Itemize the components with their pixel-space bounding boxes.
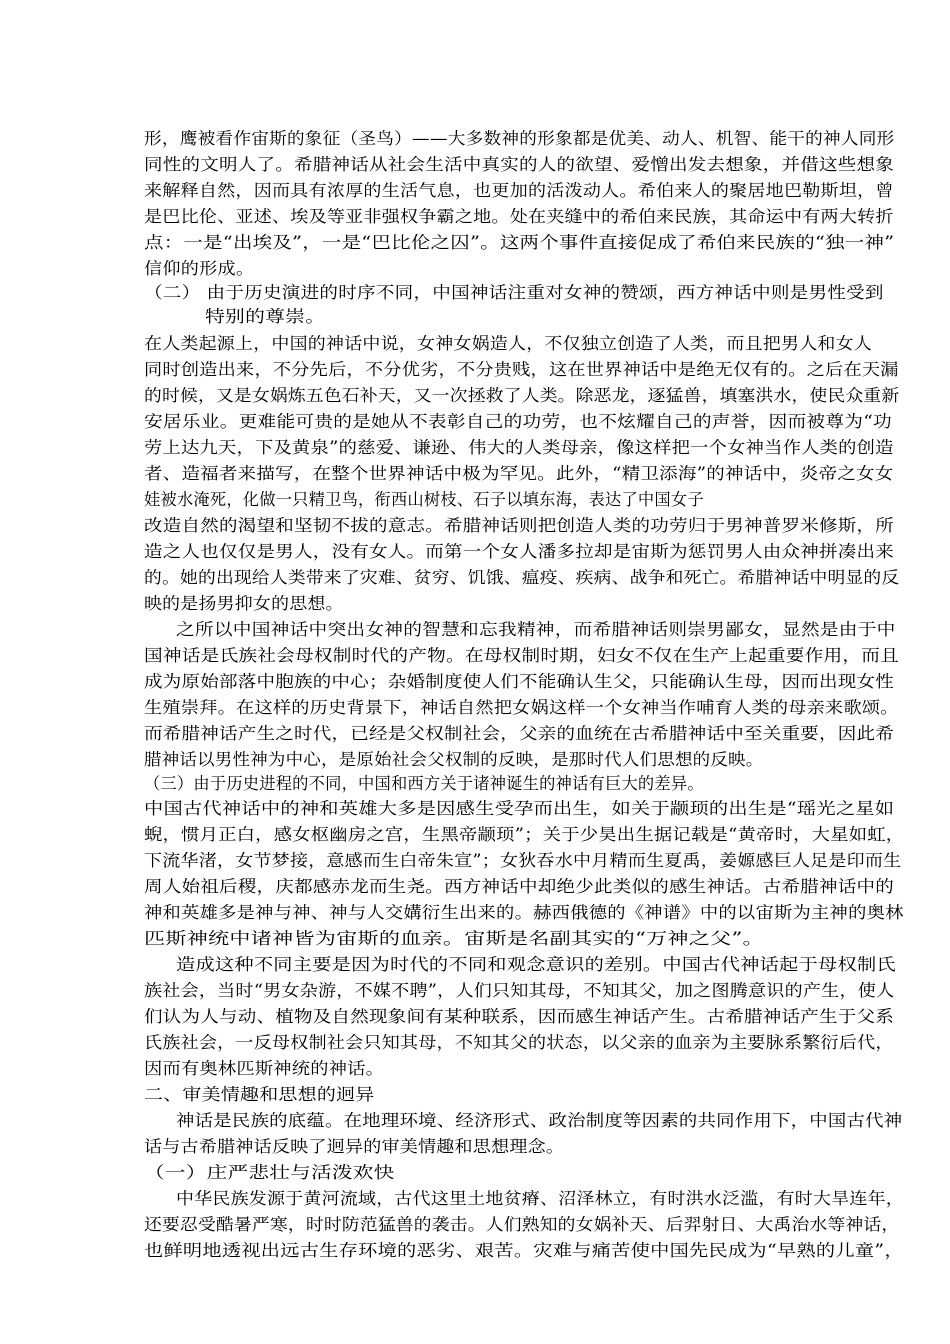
text-line: 的时候，又是女娲炼五色石补天，又一次拯救了人类。除恶龙，逐猛兽，填塞洪水，使民众重新 — [144, 386, 900, 405]
text-line: 同时创造出来，不分先后，不分优劣，不分贵贱，这在世界神话中是绝无仅有的。之后在天漏 — [144, 360, 899, 379]
text-line: 劳上达九天，下及黄泉”的慈爱、谦逊、伟大的人类母亲，像这样把一个女神当作人类的创造 — [144, 438, 894, 457]
text-line: （三）由于历史进程的不同，中国和西方关于诸神诞生的神话有巨大的差异。 — [144, 774, 704, 793]
text-line: 中国古代神话中的神和英雄大多是因感生受孕而出生，如关于颛顼的出生是“瑶光之星如 — [144, 799, 895, 818]
text-line: 造之人也仅仅是男人，没有女人。而第一个女人潘多拉却是宙斯为惩罚男人由众神拼凑出来 — [144, 542, 895, 561]
text-line: 在人类起源上，中国的神话中说，女神女娲造人，不仅独立创造了人类，而且把男人和女人 — [144, 334, 872, 353]
text-line: 特别的尊崇。 — [205, 307, 326, 326]
text-line: 下流华渚，女节梦接，意感而生白帝朱宣”；女狄吞水中月精而生夏禹，姜嫄感巨人足是印而生 — [144, 851, 902, 870]
text-line: 蜺，惯月正白，感女枢幽房之宫，生黑帝颛顼”；关于少昊出生据记载是“黄帝时，大星如虹， — [144, 825, 905, 844]
text-line: （二） 由于历史演进的时序不同，中国神话注重对女神的赞颂，西方神话中则是男性受到 — [144, 283, 884, 302]
text-line: 也鲜明地透视出远古生存环境的恶劣、艰苦。灾难与痛苦使中国先民成为“早熟的儿童”， — [144, 1241, 904, 1260]
text-line: 们认为人与动、植物及自然现象间有某种联系，因而感生神话产生。古希腊神话产生于父系 — [144, 1007, 895, 1026]
text-line: 国神话是氏族社会母权制时代的产物。在母权制时期，妇女不仅在生产上起重要作用，而且 — [144, 646, 899, 665]
text-line: 成为原始部落中胞族的中心；杂婚制度使人们不能确认生父，只能确认生母，因而出现女性 — [144, 672, 895, 691]
text-line: 腊神话以男性神为中心，是原始社会父权制的反映，是那时代人们思想的反映。 — [144, 750, 764, 769]
text-line: 话与古希腊神话反映了迥异的审美情趣和思想理念。 — [144, 1137, 565, 1156]
text-line: 改造自然的渴望和坚韧不拔的意志。希腊神话则把创造人类的功劳归于男神普罗米修斯，所 — [144, 516, 895, 535]
text-line: 匹斯神统中诸神皆为宙斯的血亲。宙斯是名副其实的“万神之父”。 — [144, 929, 764, 948]
text-line: 映的是扬男抑女的思想。 — [144, 594, 344, 613]
text-line: 娃被水淹死，化做一只精卫鸟，衔西山树枝、石子以填东海，表达了中国女子 — [144, 490, 704, 509]
text-line: 安居乐业。更难能可贵的是她从不表彰自己的功劳，也不炫耀自己的声誉，因而被尊为“功 — [144, 412, 892, 431]
text-line: 中华民族发源于黄河流域，古代这里土地贫瘠、沼泽林立，有时洪水泛滥，有时大旱连年， — [176, 1189, 904, 1208]
text-line: 而希腊神话产生之时代，已经是父权制社会，父亲的血统在古希腊神话中至关重要，因此希 — [144, 724, 895, 743]
text-line: 周人始祖后稷，庆都感赤龙而生尧。西方神话中却绝少此类似的感生神话。古希腊神话中的 — [144, 877, 895, 896]
text-line: 者、造福者来描写，在整个世界神话中极为罕见。此外，“精卫添海”的神话中，炎帝之女女 — [144, 464, 894, 483]
text-line: 的。她的出现给人类带来了灾难、贫穷、饥饿、瘟疫、疾病、战争和死亡。希腊神话中明显的反 — [144, 568, 900, 587]
text-line: 因而有奥林匹斯神统的神话。 — [144, 1059, 385, 1078]
text-line: 族社会，当时“男女杂游，不媒不聘”，人们只知其母，不知其父，加之图腾意识的产生，使人 — [144, 981, 895, 1000]
text-line: 神话是民族的底蕴。在地理环境、经济形式、政治制度等因素的共同作用下，中国古代神 — [176, 1111, 903, 1130]
text-line: 来解释自然，因而具有浓厚的生活气息，也更加的活泼动人。希伯来人的聚居地巴勒斯坦，曾 — [144, 181, 894, 200]
text-line: 氏族社会，一反母权制社会只知其母，不知其父的状态，以父亲的血亲为主要脉系繁衍后代， — [144, 1033, 894, 1052]
text-line: 点：一是“出埃及”，一是“巴比伦之囚”。这两个事件直接促成了希伯来民族的“独一神” — [144, 233, 895, 252]
text-line: 神和英雄多是神与神、神与人交媾衍生出来的。赫西俄德的《神谱》中的以宙斯为主神的奥林 — [144, 903, 904, 922]
text-line: 之所以中国神话中突出女神的智慧和忘我精神，而希腊神话则崇男鄙女，显然是由于中 — [176, 620, 896, 639]
text-line: 是巴比伦、亚述、埃及等亚非强权争霸之地。处在夹缝中的希伯来民族，其命运中有两大转折 — [144, 207, 894, 226]
text-line: 形，鹰被看作宙斯的象征（圣鸟）——大多数神的形象都是优美、动人、机智、能干的神人同形 — [144, 129, 895, 148]
text-line: 二、审美情趣和思想的迥异 — [144, 1085, 375, 1104]
text-line: 同性的文明人了。希腊神话从社会生活中真实的人的欲望、爱憎出发去想象，并借这些想象 — [144, 155, 895, 174]
text-line: （一）庄严悲壮与活泼欢快 — [144, 1163, 395, 1182]
text-line: 还要忍受酷暑严寒，时时防范猛兽的袭击。人们熟知的女娲补天、后羿射日、大禹治水等神话， — [144, 1215, 900, 1234]
text-line: 信仰的形成。 — [144, 259, 255, 278]
text-line: 造成这种不同主要是因为时代的不同和观念意识的差别。中国古代神话起于母权制氏 — [176, 955, 896, 974]
text-line: 生殖崇拜。在这样的历史背景下，神话自然把女娲这样一个女神当作哺育人类的母亲来歌颂。 — [144, 698, 899, 717]
